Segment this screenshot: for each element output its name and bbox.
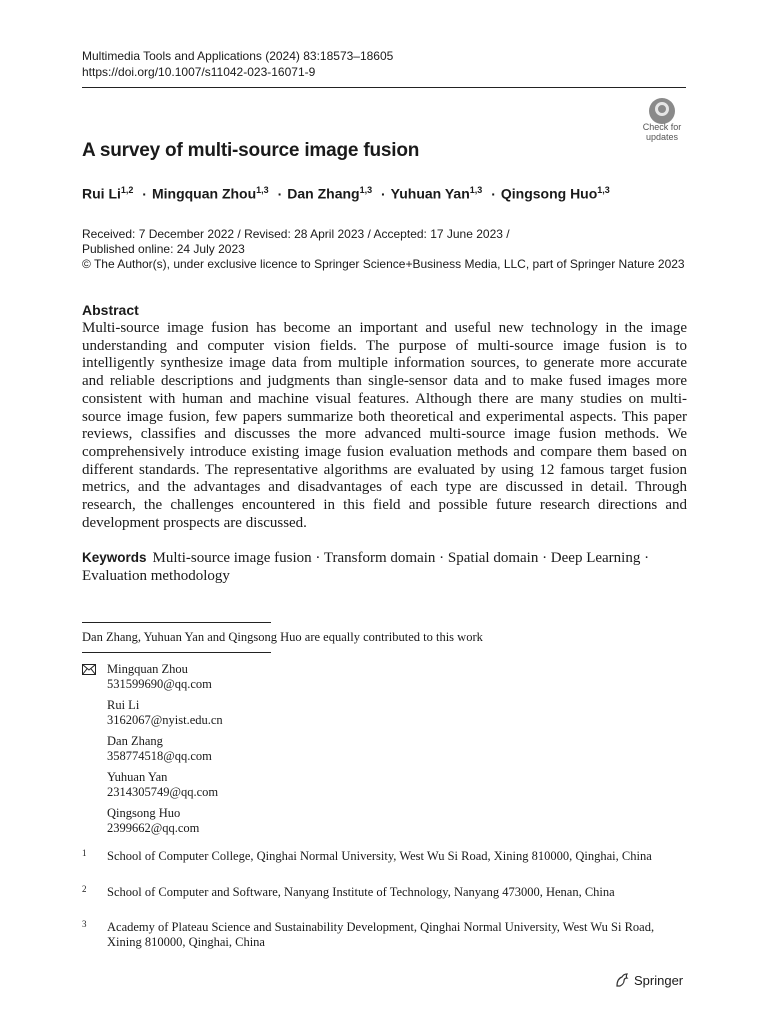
author-affil-sup: 1,2 [120,185,134,195]
affiliation-text: Academy of Plateau Science and Sustainability Development, Qinghai Normal University, West Wu Si Road, Xining 810000, Qinghai, China [107,920,655,949]
journal-citation: Multimedia Tools and Applications (2024) 83:18573–18605 [82,49,394,63]
springer-logo [614,972,683,988]
envelope-icon [82,664,96,675]
contact-name: Rui Li [107,698,140,712]
abstract-heading: Abstract [82,302,139,318]
badge-line-1: Check for [642,122,682,132]
contact-email[interactable]: 3162067@nyist.edu.cn [107,713,223,727]
paper-title: A survey of multi-source image fusion [82,140,420,161]
equal-contribution-note: Dan Zhang, Yuhuan Yan and Qingsong Huo are equally contributed to this work [82,630,483,644]
copyright-line: © The Author(s), under exclusive licence to Springer Science+Business Media, LLC, part of Springer Nature 2023 [82,257,685,271]
author-name[interactable]: Dan Zhang [287,185,360,202]
history-dates: Received: 7 December 2022 / Revised: 28 April 2023 / Accepted: 17 June 2023 / [82,227,510,241]
contact-entry [107,662,223,692]
publisher-name: Springer [634,972,684,988]
badge-line-2: updates [645,132,679,142]
affiliation-text: School of Computer College, Qinghai Normal University, West Wu Si Road, Xining 810000, Qinghai, China [107,849,652,863]
keywords-label: Keywords [82,550,147,565]
contact-name: Dan Zhang [107,734,163,748]
abstract-body: Multi-source image fusion has become an important and useful new technology in the image understanding and computer vision fields. The purpose of multi-source image fusion is to intelligently synthesize image data from multiple information sources, to generate more accurate and reliable descriptions and judgments than single-sensor data and to make fused images more consistent with human and machine visual features. Although there are many studies on multi-source image fusion, few papers summarize both theoretical and experimental aspects. This paper reviews, classifies and discusses the more advanced multi-source image fusion methods. We comprehensively introduce existing image fusion evaluation methods and compare them based on different standards. The representative algorithms are evaluated by using 12 famous target fusion metrics, and the advantages and disadvantages of each type are discussed in detail. Through research, the challenges encountered in this field and possible future research directions and development prospects are discussed. [82,320,687,531]
affiliation-number: 3 [82,919,87,929]
springer-horse-icon [614,972,630,988]
contact-name: Mingquan Zhou [107,662,188,676]
author-affil-sup: 1,3 [359,185,373,195]
contact-entry [107,770,223,800]
author-name[interactable]: Qingsong Huo [500,185,598,202]
author-list: Rui Li$^{1,2}$ · Mingquan Zhou$^{1,3}$ · Dan Zhang$^{1,3}$ · Yuhuan Yan$^{1,3}$ · Qingsong Huo$^{1,3}$ [82,185,610,202]
contacts-rule [82,652,271,653]
affiliation-number: 2 [82,884,87,894]
footnote-rule [82,622,271,623]
keywords-text: Multi-source image fusion · Transform domain · Spatial domain · Deep Learning · Evaluation methodology [82,550,650,584]
affiliation-text: School of Computer and Software, Nanyang Institute of Technology, Nanyang 473000, Henan, China [107,885,615,899]
contact-email[interactable]: 2314305749@qq.com [107,785,219,799]
history-published: Published online: 24 July 2023 [82,242,245,256]
contact-entry [107,734,223,764]
contact-name: Yuhuan Yan [107,770,168,784]
author-contacts [107,662,223,842]
contact-email[interactable]: 531599690@qq.com [107,677,212,691]
author-affil-sup: 1,3 [597,185,610,195]
publication-history [82,227,685,272]
contact-entry [107,698,223,728]
contact-email[interactable]: 358774518@qq.com [107,749,212,763]
author-affil-sup: 1,3 [469,185,483,195]
journal-header [82,48,393,80]
affiliation-number: 1 [82,848,87,858]
author-name[interactable]: Yuhuan Yan [390,185,470,202]
doi-link[interactable]: https://doi.org/10.1007/s11042-023-16071-9 [82,65,316,79]
author-name[interactable]: Mingquan Zhou [151,185,257,202]
author-affil-sup: 1,3 [256,185,269,195]
update-check-icon [649,98,675,124]
header-rule [82,87,686,88]
author-name[interactable]: Rui Li [82,185,121,202]
contact-name: Qingsong Huo [107,806,181,820]
contact-email[interactable]: 2399662@qq.com [107,821,200,835]
check-for-updates-badge[interactable] [636,98,688,144]
contact-entry [107,806,223,836]
keywords [82,549,687,585]
